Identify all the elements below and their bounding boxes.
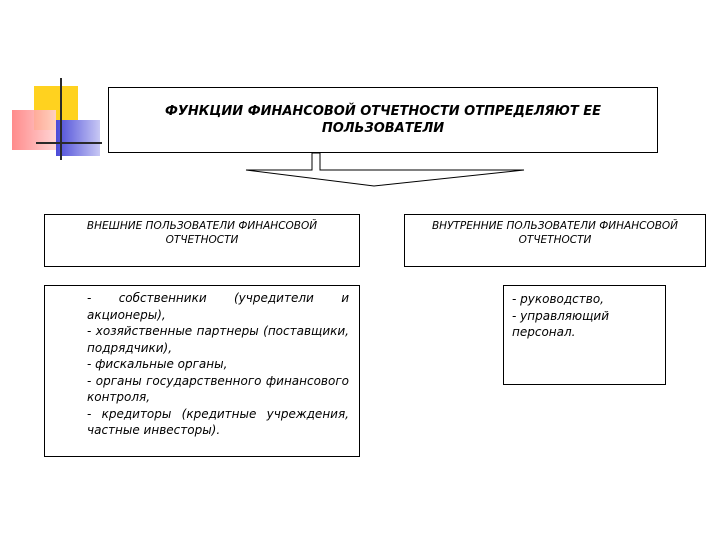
list-item: - руководство, <box>512 292 604 306</box>
external-users-heading-text: ВНЕШНИЕ ПОЛЬЗОВАТЕЛИ ФИНАНСОВОЙ ОТЧЕТНОСТИ <box>86 220 318 246</box>
external-users-list <box>44 285 360 457</box>
internal-users-heading <box>404 214 706 267</box>
list-item: - управляющий персонал. <box>512 308 610 339</box>
list-item: - кредиторы (кредитные учреждения, частные инвесторы). <box>87 406 349 437</box>
list-item: - хозяйственные партнеры (поставщики, подрядчики), <box>87 324 349 355</box>
external-users-heading <box>44 214 360 267</box>
diagram-title <box>108 87 658 153</box>
list-item: - собственники (учредители и акционеры), <box>87 291 349 322</box>
diagram-title-text: ФУНКЦИИ ФИНАНСОВОЙ ОТЧЕТНОСТИ ОТПРЕДЕЛЯЮТ ЕЕ ПОЛЬЗОВАТЕЛИ <box>164 104 602 136</box>
internal-users-list <box>503 285 666 385</box>
internal-users-heading-text: ВНУТРЕННИЕ ПОЛЬЗОВАТЕЛИ ФИНАНСОВОЙ ОТЧЕТНОСТИ <box>431 220 679 246</box>
down-arrow-shape <box>246 153 524 186</box>
list-item: - фискальные органы, <box>87 357 228 371</box>
list-item: - органы государственного финансового контроля, <box>87 373 349 404</box>
